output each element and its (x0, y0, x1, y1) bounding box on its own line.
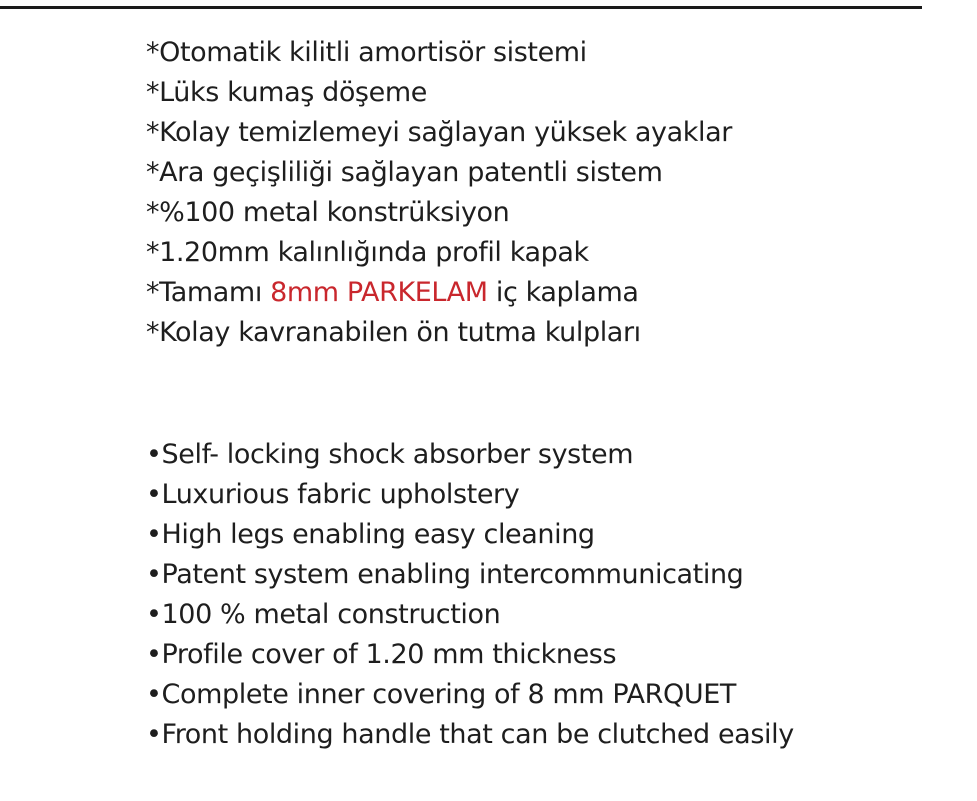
feature-item-en-6: •Profile cover of 1.20 mm thickness (146, 639, 617, 670)
feature-item-en-3: •High legs enabling easy cleaning (146, 519, 595, 550)
feature-item-tr-7 (146, 273, 732, 313)
feature-item-en-4: •Patent system enabling intercommunicating (146, 559, 744, 590)
top-divider-line (0, 6, 922, 9)
feature-item-en-5: •100 % metal construction (146, 599, 501, 630)
feature-item-tr-2: *Lüks kumaş döşeme (146, 77, 427, 108)
feature-item-tr-6: *1.20mm kalınlığında profil kapak (146, 237, 589, 268)
feature-item-tr-7-suffix: iç kaplama (487, 277, 639, 308)
feature-item-tr-4: *Ara geçişliliği sağlayan patentli sistem (146, 157, 663, 188)
feature-item-tr-7-prefix: *Tamamı (146, 277, 271, 308)
feature-item-tr-8: *Kolay kavranabilen ön tutma kulpları (146, 317, 641, 348)
feature-item-en-2: •Luxurious fabric upholstery (146, 479, 520, 510)
feature-item-en-8: •Front holding handle that can be clutched easily (146, 719, 794, 750)
feature-item-en-7: •Complete inner covering of 8 mm PARQUET (146, 679, 736, 710)
english-feature-list (146, 435, 794, 755)
feature-item-tr-1: *Otomatik kilitli amortisör sistemi (146, 37, 587, 68)
turkish-feature-list (146, 33, 732, 353)
feature-item-tr-5: *%100 metal konstrüksiyon (146, 197, 510, 228)
feature-item-tr-3: *Kolay temizlemeyi sağlayan yüksek ayaklar (146, 117, 732, 148)
feature-item-en-1: •Self- locking shock absorber system (146, 439, 634, 470)
highlighted-product-term: 8mm PARKELAM (270, 277, 488, 308)
